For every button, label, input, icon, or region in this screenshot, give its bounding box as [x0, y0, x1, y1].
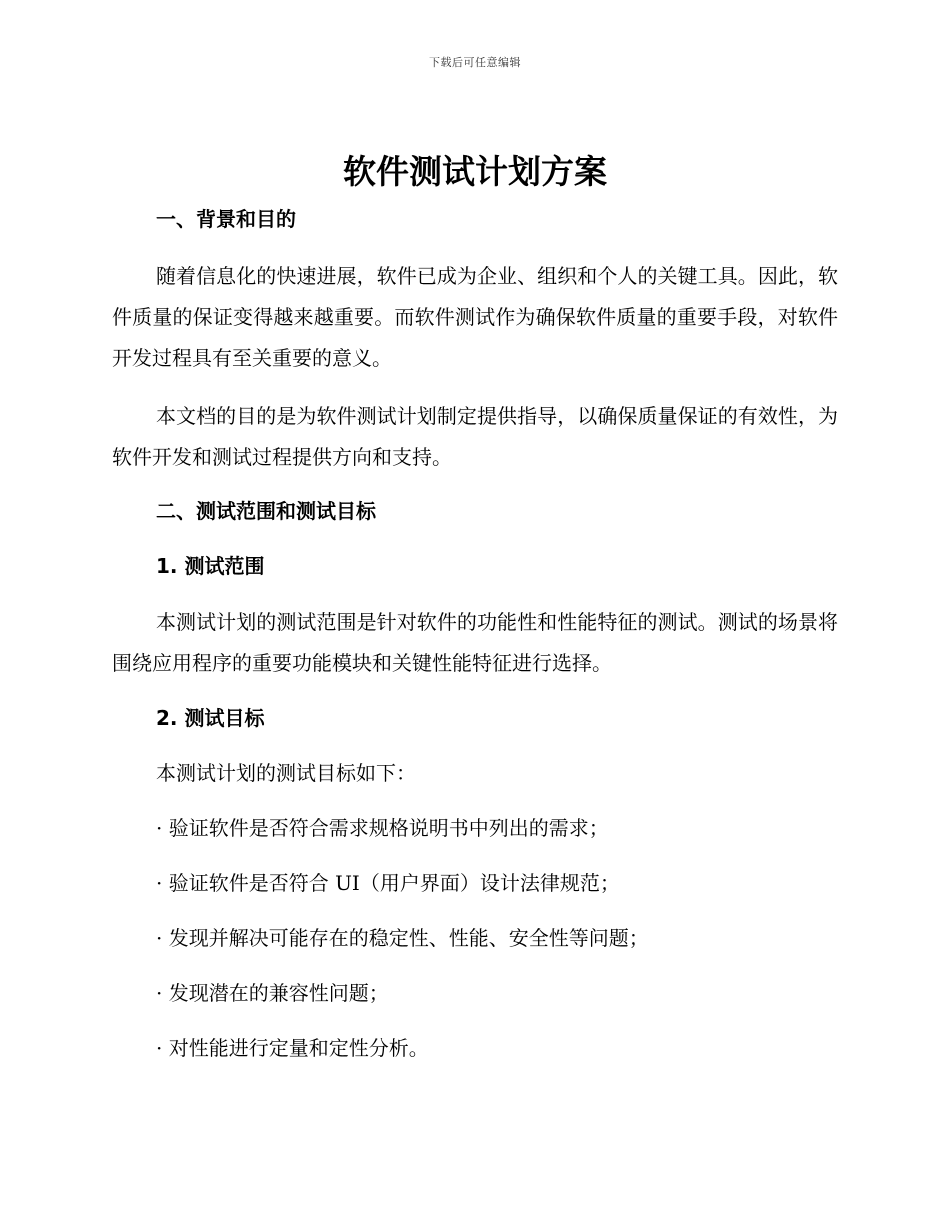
paragraph-test-goals-intro: 本测试计划的测试目标如下： [156, 761, 416, 785]
section-heading-scope-goals: 二、测试范围和测试目标 [156, 499, 376, 523]
goal-list-item: · 验证软件是否符合 UI（用户界面）设计法律规范； [156, 871, 620, 895]
subheading-test-goals: 2. 测试目标 [156, 706, 265, 730]
goal-list-item: · 发现并解决可能存在的稳定性、性能、安全性等问题； [156, 926, 649, 950]
paragraph-test-scope: 本测试计划的测试范围是针对软件的功能性和性能特征的测试。测试的场景将围绕应用程序的重要功能模块和关键性能特征进行选择。 [112, 610, 838, 675]
document-title: 软件测试计划方案 [343, 152, 607, 191]
paragraph-background-2: 本文档的目的是为软件测试计划制定提供指导，以确保质量保证的有效性，为软件开发和测试过程提供方向和支持。 [112, 404, 838, 469]
section-heading-background: 一、背景和目的 [156, 207, 296, 231]
goal-list-item: · 发现潜在的兼容性问题； [156, 981, 389, 1005]
subheading-test-scope: 1. 测试范围 [156, 554, 265, 578]
paragraph-background-1: 随着信息化的快速进展，软件已成为企业、组织和个人的关键工具。因此，软件质量的保证变得越来越重要。而软件测试作为确保软件质量的重要手段，对软件开发过程具有至关重要的意义。 [112, 264, 838, 370]
page-header-note: 下载后可任意编辑 [429, 56, 521, 69]
goal-list-item: · 对性能进行定量和定性分析。 [156, 1036, 429, 1060]
goal-list-item: · 验证软件是否符合需求规格说明书中列出的需求； [156, 816, 609, 840]
